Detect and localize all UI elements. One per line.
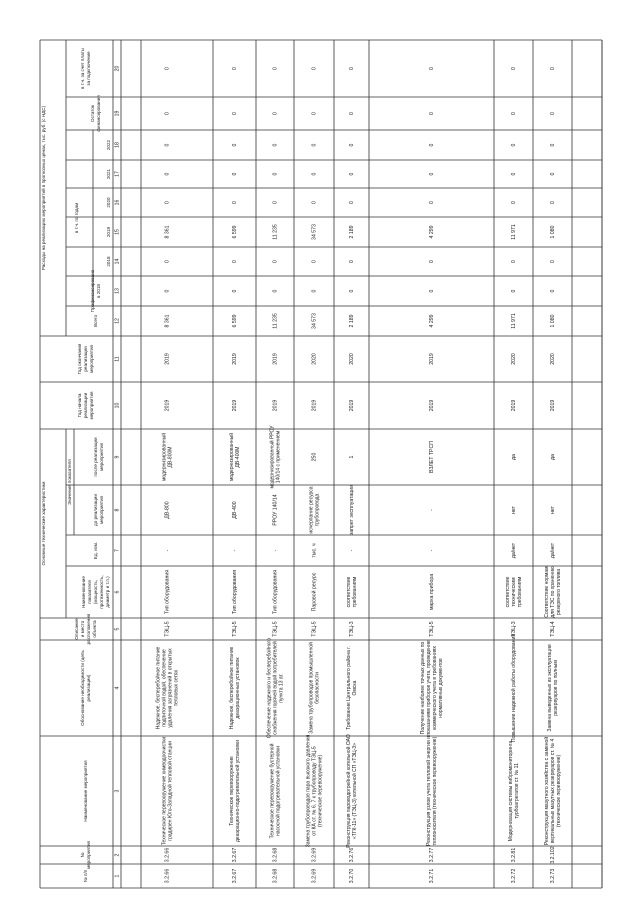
table-cell: Омска (351, 680, 358, 696)
table-cell: 3.2.81 (510, 847, 517, 863)
table-cell: 34 573 (311, 313, 318, 329)
table-cell: резервного топлива (555, 568, 562, 616)
table-cell: 0 (311, 172, 318, 176)
header-group-tech: Основные технические характеристики (41, 481, 47, 566)
table-cell: 0 (510, 172, 517, 176)
table-cell: Техническое перевооружение (228, 756, 235, 826)
table-cell: 3.2.66 (164, 847, 171, 863)
table-cell: Соответствие нормам (543, 566, 550, 618)
table-cell: 0 (272, 67, 279, 70)
table-cell: 2019 (272, 399, 279, 412)
table-cell: резервуаров по полным (552, 660, 559, 716)
table-cell: 11 971 (510, 313, 517, 329)
column-header: Остаток (90, 105, 96, 122)
table-cell: нет (549, 506, 556, 514)
table-cell: 2019 (348, 399, 355, 412)
column-number: 15 (114, 229, 121, 235)
column-header: мероприятия (86, 840, 92, 870)
table-cell: 0 (272, 112, 279, 115)
column-header: объекта (92, 620, 98, 638)
column-number: 4 (114, 686, 121, 690)
table-cell: 0 (164, 289, 171, 293)
table-cell: 0 (231, 289, 238, 293)
table-cell: 140/14 с применением (275, 430, 282, 484)
table-cell: 0 (549, 112, 556, 115)
table-cell: 6 599 (231, 225, 238, 239)
table-cell: градирен Юго-Западной тепловой станции (167, 741, 174, 841)
table-cell: Реконструкция пароводогрейной котельной ОАО (345, 734, 352, 848)
table-cell: - (428, 549, 435, 552)
table-cell: турбоагрегатов ст. № 11 (513, 763, 520, 819)
table-cell: 0 (510, 201, 517, 204)
table-cell: ТЭЦ-3 (510, 621, 517, 637)
table-cell: соответствие (345, 576, 352, 608)
table-cell: модернизированный (228, 432, 235, 482)
column-header: в 2018 (96, 284, 102, 298)
table-cell: 8 361 (164, 225, 171, 239)
table-cell: 6 599 (231, 314, 238, 328)
table-cell: 0 (311, 143, 318, 147)
table-cell: ДВ-400 (231, 501, 238, 519)
column-header: реализации (83, 346, 89, 372)
table-cell: ДВ-400М (234, 446, 241, 468)
table-cell: 0 (231, 201, 238, 204)
table-cell: нормативных документов (437, 658, 444, 718)
table-cell: 0 (348, 201, 355, 204)
column-header: до реализации (93, 494, 99, 526)
table-cell: тыс. ч (311, 543, 318, 558)
table-cell: 2 189 (348, 314, 355, 328)
column-number: 17 (114, 171, 121, 177)
table-cell: 0 (510, 143, 517, 147)
column-header: Обоснование необходимости (цель (80, 650, 86, 726)
column-number: 3 (114, 789, 121, 793)
table-cell: - (231, 549, 238, 552)
table-cell: 3.2.69 (311, 847, 318, 863)
table-cell: 1 080 (549, 225, 556, 239)
table-cell: ВЗЛЕТ ТРСП (428, 441, 435, 473)
table-cell: 0 (164, 172, 171, 176)
column-number: 9 (114, 455, 121, 459)
table-cell: тепловых сетях (173, 669, 180, 707)
table-cell: Замена выведенных из эксплуатации (546, 644, 553, 732)
table-cell: 0 (549, 143, 556, 147)
table-cell: 0 (272, 172, 279, 176)
table-cell: 0 (549, 201, 556, 204)
column-number: 20 (114, 65, 121, 72)
table-cell: деаэрационно-подогревательной установки (234, 740, 241, 842)
table-cell: да (510, 454, 517, 460)
table-cell: 3.2.71 (428, 868, 435, 884)
table-cell: Замена трубопроводов пара высокого давления (305, 734, 312, 848)
table-cell: 3.2.67 (231, 868, 238, 884)
table-cell: РРОУ 140/14 (272, 494, 279, 526)
table-cell: 0 (348, 172, 355, 176)
table-cell: «ТГК-11» (ТЭЦ-3) котельной СП «ТЭЦ-3» (351, 743, 358, 839)
table-cell: Требование Центрального района г. (345, 646, 352, 730)
column-number: 8 (114, 508, 121, 512)
column-header: Наименование (81, 576, 87, 608)
table-cell: нет (510, 506, 517, 514)
column-header: № (80, 852, 86, 858)
table-cell: ТЭЦ-5 (428, 621, 435, 637)
table-cell: 2 189 (348, 225, 355, 239)
table-cell: 0 (428, 67, 435, 70)
table-cell: трубопровода (314, 493, 321, 527)
table-cell: 0 (272, 289, 279, 293)
column-number: 16 (114, 199, 121, 206)
table-cell: запрет эксплуатации (348, 484, 355, 536)
column-header: реализации) (86, 674, 92, 702)
table-cell: 11 235 (272, 224, 279, 240)
table-cell: 0 (549, 172, 556, 176)
table-cell: 0 (348, 112, 355, 115)
table-cell: ТЭЦ-5 (231, 621, 238, 637)
table-cell: техническим (510, 577, 517, 607)
table-cell: 3.2.76 (348, 847, 355, 863)
table-cell: 2019 (231, 399, 238, 412)
table-cell: 11 971 (510, 224, 517, 240)
table-cell: Модернизация системы вибромониторинга (507, 740, 514, 842)
column-header: Всего (93, 314, 99, 328)
table-cell: вертикальных мазутных резервуаров ст. № 4 (549, 738, 556, 844)
table-cell: 3.2.73 (549, 868, 556, 884)
table-cell: модернизированный РРОУ (269, 425, 276, 489)
table-cell: ТЭЦ-5 (164, 621, 171, 637)
column-header: мероприятия (89, 344, 95, 374)
table-cell: 2019 (549, 399, 556, 412)
table-cell: 0 (164, 143, 171, 147)
table-cell: 0 (428, 201, 435, 204)
table-cell: 0 (549, 67, 556, 70)
table-cell: 0 (272, 201, 279, 204)
table-cell: 2020 (311, 353, 318, 365)
column-header: 2022 (106, 139, 112, 151)
column-number: 7 (114, 549, 121, 552)
table-cell: Реконструкция узлов учета тепловой энергии и (425, 736, 432, 846)
table-cell: 0 (428, 260, 435, 263)
table-cell: для ТЭС по хранению (549, 566, 556, 618)
table-cell: 0 (348, 143, 355, 147)
column-header: в т.ч. за счет платы (80, 48, 86, 89)
column-header: 2019 (106, 226, 112, 238)
table-cell: от КА ст. № 6, 7 к трубопроводу ТЭЦ-5 (311, 746, 318, 836)
table-cell: 0 (272, 143, 279, 147)
table-cell: 2020 (549, 353, 556, 365)
table-cell: 2019 (510, 399, 517, 412)
table-cell: 1 080 (549, 314, 556, 328)
table-cell: Техническое перевооружение бустерной (269, 743, 276, 839)
column-number: 18 (114, 142, 121, 148)
column-header: после реализации (93, 437, 99, 477)
table-cell: 2019 (428, 399, 435, 412)
column-number: 19 (114, 110, 121, 117)
table-cell: 0 (510, 67, 517, 70)
table-cell: насосной подогревательной установки (275, 745, 282, 837)
column-header: диаметр и т.п.) (105, 576, 111, 608)
table-cell: Тип оборудования (231, 569, 238, 615)
table-cell: соответствие (504, 576, 511, 608)
column-number: 5 (114, 627, 121, 631)
column-number: 1 (114, 874, 121, 878)
table-cell: 0 (348, 67, 355, 70)
column-header: 2020 (106, 197, 112, 208)
table-cell: 0 (311, 201, 318, 204)
table-cell: 8 361 (164, 314, 171, 328)
table-cell: удаления загрязнений в открытых (167, 648, 174, 728)
column-number: 14 (114, 258, 121, 265)
table-cell: 0 (231, 260, 238, 263)
table-cell: 0 (428, 172, 435, 176)
table-cell: - (348, 549, 355, 552)
column-header: мероприятия (89, 391, 95, 420)
table-cell: 3.2.70 (348, 868, 355, 884)
table-cell: Повышение надежной работы оборудования (510, 633, 517, 743)
table-cell: 0 (510, 260, 517, 263)
table-cell: 0 (311, 289, 318, 293)
table-cell: 2019 (311, 399, 318, 412)
table-cell: 4 299 (428, 314, 435, 328)
table-cell: 2020 (348, 353, 355, 365)
column-header: Год окончания (77, 343, 83, 375)
table-cell: 0 (428, 112, 435, 115)
table-cell: 0 (164, 67, 171, 70)
table-cell: 0 (311, 112, 318, 115)
table-cell: модернизированный (161, 432, 168, 482)
table-cell: (техническое перевооружение) (317, 754, 324, 828)
table-cell: 3.2.72 (510, 868, 517, 884)
table-cell: марка прибора (428, 573, 435, 611)
table-cell: Обеспечение надежного и бесперебойного (266, 637, 273, 739)
table-cell: 2019 (164, 353, 171, 365)
table-cell: 3.2.77 (428, 847, 435, 863)
column-header: (мощность, (93, 579, 99, 605)
column-header: № п/п (83, 869, 89, 883)
table-cell: 0 (231, 112, 238, 115)
column-header: протяженность, (99, 575, 105, 609)
column-header: мероприятия (99, 495, 105, 525)
table-cell: ДВ-800М (167, 446, 174, 468)
table-cell: 0 (510, 289, 517, 293)
table-cell: 0 (549, 260, 556, 263)
table-cell: 0 (272, 260, 279, 263)
table-cell: 2020 (510, 353, 517, 365)
table-cell: 34 573 (311, 224, 318, 240)
table-cell: Паровой ресурс (311, 572, 318, 612)
table-cell: - (428, 509, 435, 511)
table-cell: 2019 (428, 353, 435, 365)
table-cell: 0 (164, 112, 171, 115)
column-number: 2 (114, 853, 121, 857)
column-header: Наименование мероприятия (83, 760, 89, 822)
table-cell: требованиям (516, 576, 523, 608)
header-group-value: Значение показателя (67, 459, 73, 505)
table-cell: 3.2.67 (231, 847, 238, 863)
table-cell: Надежное, бесперебойное питание (155, 646, 162, 730)
column-header: 2021 (106, 168, 112, 180)
column-number: 11 (114, 356, 121, 362)
column-number: 13 (114, 288, 121, 294)
column-number: 12 (114, 318, 121, 324)
table-cell: 0 (231, 172, 238, 176)
column-number: 10 (114, 402, 121, 409)
table-cell: 0 (164, 201, 171, 204)
table-cell: 3.2.68 (272, 847, 279, 863)
table-cell: 0 (348, 289, 355, 293)
column-header: показателя (87, 580, 93, 604)
table-cell: 2019 (272, 353, 279, 365)
column-header: Ед. изм. (93, 541, 99, 560)
header-group-expenses: Расходы на реализацию мероприятий в прогнозных ценах, тыс. руб. (с НДС) (41, 105, 47, 271)
table-cell: 0 (164, 260, 171, 263)
table-cell: 3.2.69 (311, 868, 318, 884)
table-cell: 3.2.68 (272, 868, 279, 884)
table-cell: ТЭЦ-5 (311, 621, 318, 637)
table-cell: 2019 (164, 399, 171, 412)
column-header: Профинансировано (90, 269, 96, 313)
table-cell: 4 299 (428, 225, 435, 239)
table-cell: 3.2.66 (164, 868, 171, 884)
table-cell: ТЭЦ-5 (272, 621, 279, 637)
table-cell: 0 (311, 260, 318, 263)
column-header: мероприятия (99, 442, 105, 472)
table-cell: 0 (348, 260, 355, 263)
table-cell: исчерпание ресурса (308, 486, 315, 534)
table-cell: коммерческого учета в требованиях (431, 646, 438, 730)
table-cell: безопасности (314, 672, 321, 704)
table-cell: деаэрационных установок (234, 657, 241, 719)
column-header: 2018 (106, 256, 112, 267)
table-cell: да/нет (510, 542, 517, 559)
table-cell: да (549, 454, 556, 460)
table-cell: 3.2.102 (549, 846, 556, 864)
table-cell: Получение наиболее точных данных по (419, 641, 426, 735)
table-cell: 0 (510, 112, 517, 115)
table-cell: подпиточной водой, обеспечение (161, 649, 168, 727)
table-cell: - (164, 549, 171, 552)
table-cell: 1 (348, 455, 355, 459)
table-cell: пункта 13 ат. (278, 673, 285, 703)
table-cell: 11 235 (272, 313, 279, 329)
table-cell: 0 (549, 289, 556, 293)
column-header: расположения (86, 613, 92, 645)
column-header: финансирования (96, 95, 102, 132)
table-cell: Замена трубопроводов промышленной (308, 642, 315, 734)
table-cell: ТЭЦ-4 (549, 621, 556, 637)
header-group-years: в т.ч. по годам (74, 202, 80, 234)
column-number: 6 (114, 590, 121, 594)
column-header: Описание (74, 618, 80, 640)
table-cell: Тип оборудования (272, 569, 279, 615)
column-header: Год начала (77, 393, 83, 418)
table-cell: теплоносителя (техническое перевооружение) (431, 736, 438, 846)
table-cell: показаниям приборов учета, проведение (425, 640, 432, 736)
table-cell: 2019 (231, 353, 238, 365)
column-header: реализации (83, 392, 89, 419)
column-header: за подключение (86, 51, 92, 86)
table-cell: - (272, 549, 279, 552)
table-cell: Тип оборудования (164, 569, 171, 615)
table-cell: 0 (428, 143, 435, 147)
table-cell: 0 (428, 289, 435, 293)
table-cell: 250 (311, 452, 318, 462)
table-cell: 0 (311, 67, 318, 70)
column-header: и место (80, 620, 86, 638)
table-cell: (техническое перевооружение) (555, 754, 562, 828)
table-cell: 0 (231, 143, 238, 147)
table-cell: Надежное, бесперебойное питание (228, 646, 235, 730)
table-cell: требованиям (351, 576, 358, 608)
table-cell: да/нет (549, 542, 556, 559)
table-cell: ДВ-800 (164, 501, 171, 519)
table-cell: ТЭЦ-3 (348, 621, 355, 637)
table-cell: снабжения горячей водой потребителей (272, 641, 279, 735)
table-cell: 0 (231, 67, 238, 70)
table-cell: Реконструкция мазутного хозяйства с заменой (543, 736, 550, 846)
table-cell: Техническое перевооружение химводоочистки (161, 736, 168, 846)
